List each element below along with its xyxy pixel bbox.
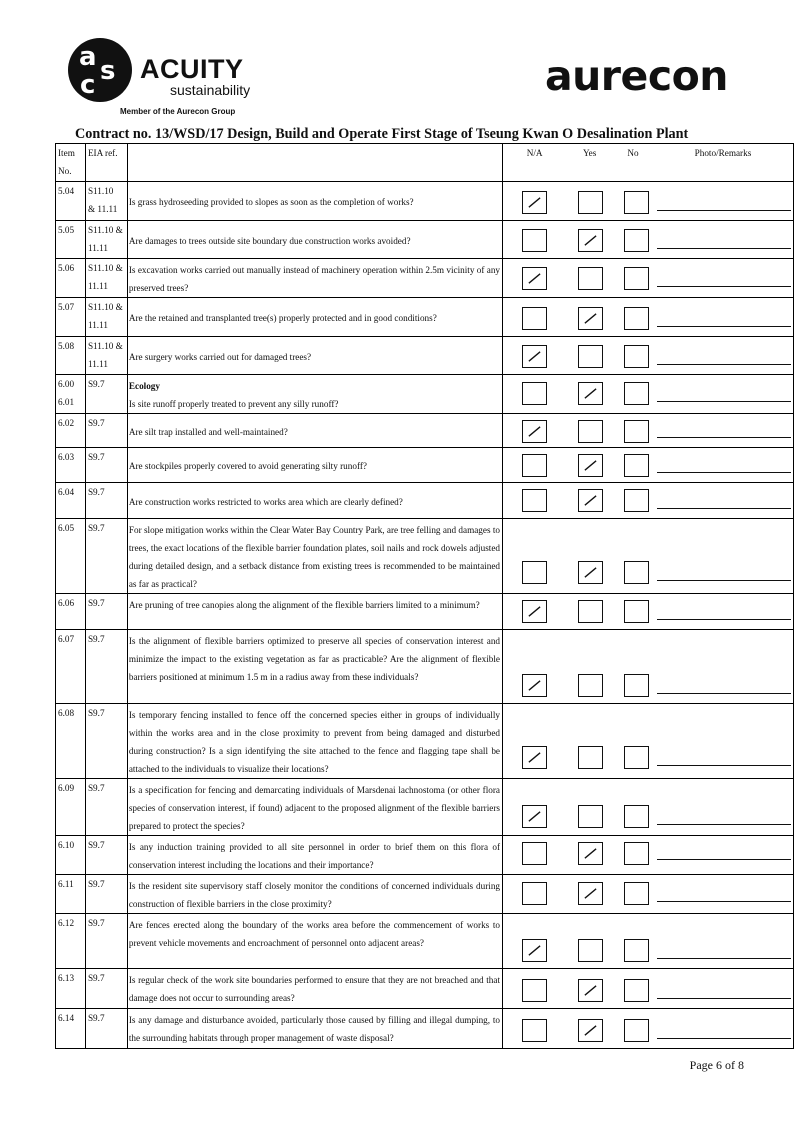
checkbox-na[interactable] [522, 939, 547, 962]
answer-yes-cell[interactable] [566, 414, 613, 448]
eia-ref: S9.7 [85, 875, 127, 914]
answer-na-cell[interactable] [503, 414, 567, 448]
checkbox-na[interactable] [522, 420, 547, 443]
answer-na-cell[interactable] [503, 483, 567, 519]
question-cell [127, 259, 502, 298]
answer-no-cell[interactable] [613, 337, 653, 375]
table-row [56, 969, 794, 1009]
checklist-table [55, 143, 794, 1049]
tick-mark-icon [582, 983, 599, 998]
item-number: 6.09 [56, 779, 86, 836]
remarks-line[interactable] [657, 580, 791, 581]
table-row [56, 483, 794, 519]
tick-mark-icon [582, 233, 599, 248]
answer-no-cell[interactable] [613, 836, 653, 875]
answer-na-cell[interactable] [503, 836, 567, 875]
item-number: 6.11 [56, 875, 86, 914]
answer-na-cell[interactable] [503, 221, 567, 259]
checkbox-no[interactable] [624, 267, 649, 290]
checkbox-na[interactable] [522, 882, 547, 905]
remarks-line[interactable] [657, 401, 791, 402]
aurecon-logo: aurecon [544, 52, 728, 100]
answer-na-cell[interactable] [503, 630, 567, 704]
item-number: 6.14 [56, 1009, 86, 1049]
tick-mark-icon [526, 809, 543, 824]
tick-mark-icon [526, 678, 543, 693]
item-number: 6.07 [56, 630, 86, 704]
question-cell [127, 704, 502, 779]
item-number: 6.12 [56, 914, 86, 969]
item-number: 6.10 [56, 836, 86, 875]
answer-na-cell[interactable] [503, 594, 567, 630]
question-text: Is regular check of the work site boundaries performed to ensure that they are not breached and that damage does not occur to surrounding areas? [128, 975, 501, 1003]
answer-no-cell[interactable] [613, 221, 653, 259]
tick-mark-icon [526, 750, 543, 765]
table-row [56, 779, 794, 836]
question-text: Is a specification for fencing and demarcating individuals of Marsdenai lachnostoma (or other flora species of conservation interest, if found) adjacent to the proposed alignment of the flexible barriers prepared to protect the species? [128, 785, 501, 831]
question-cell [127, 221, 502, 259]
remarks-cell[interactable] [653, 337, 794, 375]
remarks-cell[interactable] [653, 182, 794, 221]
remarks-cell[interactable] [653, 914, 794, 969]
checkbox-yes[interactable] [578, 420, 603, 443]
question-cell [127, 1009, 502, 1049]
answer-na-cell[interactable] [503, 337, 567, 375]
answer-yes-cell[interactable] [566, 969, 613, 1009]
question-cell [127, 779, 502, 836]
question-text: Is grass hydroseeding provided to slopes as soon as the completion of works? [128, 197, 414, 207]
remarks-cell[interactable] [653, 375, 794, 414]
remarks-line[interactable] [657, 1038, 791, 1039]
tick-mark-icon [582, 458, 599, 473]
checkbox-na[interactable] [522, 1019, 547, 1042]
answer-yes-cell[interactable] [566, 375, 613, 414]
answer-na-cell[interactable] [503, 779, 567, 836]
item-number: 6.04 [56, 483, 86, 519]
checkbox-no[interactable] [624, 420, 649, 443]
checkbox-yes[interactable] [578, 746, 603, 769]
question-cell [127, 630, 502, 704]
remarks-line[interactable] [657, 326, 791, 327]
table-row [56, 298, 794, 337]
remarks-line[interactable] [657, 824, 791, 825]
item-number: 6.00 6.01 [56, 375, 86, 414]
answer-no-cell[interactable] [613, 594, 653, 630]
eia-ref: S9.7 [85, 704, 127, 779]
table-row [56, 259, 794, 298]
question-cell [127, 337, 502, 375]
tick-mark-icon [526, 424, 543, 439]
checkbox-yes[interactable] [578, 979, 603, 1002]
checkbox-no[interactable] [624, 345, 649, 368]
checkbox-no[interactable] [624, 882, 649, 905]
tick-mark-icon [526, 349, 543, 364]
remarks-cell[interactable] [653, 969, 794, 1009]
checkbox-no[interactable] [624, 805, 649, 828]
question-text: Are fences erected along the boundary of the works area before the commencement of works to prevent vehicle movements and encroachment of personnel onto adjacent areas? [128, 920, 501, 948]
question-text: Is excavation works carried out manually instead of machinery operation within 2.5m vicinity of any preserved trees? [128, 265, 501, 293]
checkbox-yes[interactable] [578, 600, 603, 623]
remarks-line[interactable] [657, 765, 791, 766]
item-number: 6.02 [56, 414, 86, 448]
answer-na-cell[interactable] [503, 704, 567, 779]
section-title: Ecology [128, 381, 160, 391]
remarks-line[interactable] [657, 248, 791, 249]
question-cell [127, 914, 502, 969]
question-text: Is temporary fencing installed to fence off the concerned species either in groups of individually within the works area and in the close proximity to prevent from being damaged and disturbed during construction? Is a sign identifying the site attached to the fence and flagging tape shall be attached to the individuals to visualize their locations? [128, 710, 501, 774]
answer-na-cell[interactable] [503, 375, 567, 414]
eia-ref: S9.7 [85, 483, 127, 519]
item-number: 6.13 [56, 969, 86, 1009]
answer-yes-cell[interactable] [566, 182, 613, 221]
table-row [56, 375, 794, 414]
remarks-cell[interactable] [653, 298, 794, 337]
question-cell [127, 298, 502, 337]
remarks-cell[interactable] [653, 875, 794, 914]
answer-no-cell[interactable] [613, 259, 653, 298]
answer-na-cell[interactable] [503, 182, 567, 221]
remarks-line[interactable] [657, 859, 791, 860]
answer-no-cell[interactable] [613, 375, 653, 414]
checkbox-na[interactable] [522, 842, 547, 865]
checkbox-yes[interactable] [578, 561, 603, 584]
checkbox-yes[interactable] [578, 267, 603, 290]
answer-no-cell[interactable] [613, 969, 653, 1009]
answer-no-cell[interactable] [613, 414, 653, 448]
answer-yes-cell[interactable] [566, 221, 613, 259]
answer-na-cell[interactable] [503, 875, 567, 914]
checkbox-na[interactable] [522, 307, 547, 330]
checkbox-no[interactable] [624, 746, 649, 769]
tick-mark-icon [582, 386, 599, 401]
answer-yes-cell[interactable] [566, 779, 613, 836]
col-ref-header: EIA ref. [85, 144, 127, 182]
item-number: 6.06 [56, 594, 86, 630]
answer-no-cell[interactable] [613, 182, 653, 221]
checkbox-yes[interactable] [578, 939, 603, 962]
checkbox-no[interactable] [624, 1019, 649, 1042]
eia-ref: S11.10 & 11.11 [85, 298, 127, 337]
item-number: 5.05 [56, 221, 86, 259]
eia-ref: S9.7 [85, 414, 127, 448]
remarks-line[interactable] [657, 437, 791, 438]
checkbox-no[interactable] [624, 842, 649, 865]
remarks-line[interactable] [657, 364, 791, 365]
table-row [56, 519, 794, 594]
item-number: 6.08 [56, 704, 86, 779]
remarks-line[interactable] [657, 998, 791, 999]
remarks-cell[interactable] [653, 519, 794, 594]
question-cell [127, 448, 502, 483]
answer-no-cell[interactable] [613, 483, 653, 519]
col-na-header: N/A [503, 144, 567, 182]
question-cell [127, 875, 502, 914]
question-text: Are pruning of tree canopies along the alignment of the flexible barriers limited to a minimum? [128, 600, 480, 610]
checkbox-no[interactable] [624, 600, 649, 623]
eia-ref: S9.7 [85, 914, 127, 969]
answer-no-cell[interactable] [613, 1009, 653, 1049]
checkbox-no[interactable] [624, 979, 649, 1002]
remarks-cell[interactable] [653, 1009, 794, 1049]
checkbox-yes[interactable] [578, 1019, 603, 1042]
tick-mark-icon [582, 1023, 599, 1038]
answer-yes-cell[interactable] [566, 914, 613, 969]
eia-ref: S9.7 [85, 594, 127, 630]
remarks-line[interactable] [657, 958, 791, 959]
answer-yes-cell[interactable] [566, 704, 613, 779]
tick-mark-icon [582, 846, 599, 861]
answer-na-cell[interactable] [503, 969, 567, 1009]
question-text: For slope mitigation works within the Clear Water Bay Country Park, are tree felling and damages to trees, the exact locations of the flexible barrier foundation plates, soil nails and rock dowels adjusted during detailed design, and a setback distance from existing trees is recommended to be maintained as far as practical? [128, 525, 501, 589]
checkbox-yes[interactable] [578, 882, 603, 905]
checkbox-yes[interactable] [578, 229, 603, 252]
remarks-cell[interactable] [653, 448, 794, 483]
question-cell [127, 182, 502, 221]
eia-ref: S9.7 [85, 375, 127, 414]
answer-yes-cell[interactable] [566, 259, 613, 298]
tick-mark-icon [526, 943, 543, 958]
checkbox-no[interactable] [624, 454, 649, 477]
item-number: 6.03 [56, 448, 86, 483]
acuity-brand-sub: sustainability [170, 82, 251, 98]
answer-yes-cell[interactable] [566, 875, 613, 914]
checkbox-no[interactable] [624, 307, 649, 330]
checkbox-yes[interactable] [578, 307, 603, 330]
question-cell [127, 836, 502, 875]
remarks-line[interactable] [657, 508, 791, 509]
question-text: Are damages to trees outside site boundary due construction works avoided? [128, 235, 411, 246]
remarks-cell[interactable] [653, 221, 794, 259]
checkbox-na[interactable] [522, 805, 547, 828]
col-no-header: No [613, 144, 653, 182]
checkbox-na[interactable] [522, 191, 547, 214]
eia-ref: S9.7 [85, 779, 127, 836]
table-row [56, 594, 794, 630]
remarks-line[interactable] [657, 286, 791, 287]
eia-ref: S9.7 [85, 519, 127, 594]
answer-no-cell[interactable] [613, 298, 653, 337]
col-question-header [127, 144, 502, 182]
answer-no-cell[interactable] [613, 875, 653, 914]
checkbox-yes[interactable] [578, 805, 603, 828]
table-header-row [56, 144, 794, 182]
question-cell [127, 414, 502, 448]
question-text: Are silt trap installed and well-maintained? [128, 426, 288, 437]
remarks-line[interactable] [657, 693, 791, 694]
remarks-cell[interactable] [653, 630, 794, 704]
table-row [56, 448, 794, 483]
remarks-cell[interactable] [653, 779, 794, 836]
question-text: Are surgery works carried out for damaged trees? [128, 351, 312, 362]
answer-yes-cell[interactable] [566, 298, 613, 337]
question-text: Are stockpiles properly covered to avoid generating silty runoff? [128, 461, 367, 471]
remarks-line[interactable] [657, 619, 791, 620]
checkbox-yes[interactable] [578, 674, 603, 697]
question-cell [127, 594, 502, 630]
answer-no-cell[interactable] [613, 519, 653, 594]
checkbox-no[interactable] [624, 191, 649, 214]
eia-ref: S9.7 [85, 630, 127, 704]
answer-no-cell[interactable] [613, 704, 653, 779]
checkbox-no[interactable] [624, 939, 649, 962]
table-row [56, 337, 794, 375]
acuity-member-text: Member of the Aurecon Group [120, 107, 236, 116]
tick-mark-icon [526, 271, 543, 286]
question-cell [127, 375, 502, 414]
eia-ref: S11.10 & 11.11 [85, 259, 127, 298]
checkbox-na[interactable] [522, 454, 547, 477]
table-row [56, 182, 794, 221]
table-row [56, 221, 794, 259]
checkbox-yes[interactable] [578, 382, 603, 405]
answer-yes-cell[interactable] [566, 483, 613, 519]
answer-yes-cell[interactable] [566, 448, 613, 483]
acuity-brand-name: ACUITY [140, 54, 244, 84]
question-text: Is site runoff properly treated to prevent any silly runoff? [128, 399, 339, 409]
answer-no-cell[interactable] [613, 630, 653, 704]
question-cell [127, 483, 502, 519]
question-text: Is the alignment of flexible barriers optimized to preserve all species of conservation interest and minimize the impact to the existing vegetation as far as practicable? Are the alignment of flexible barriers positioned at minimum 1.5 m in a radius away from these individuals? [128, 636, 501, 682]
answer-no-cell[interactable] [613, 779, 653, 836]
table-row [56, 414, 794, 448]
table-row [56, 1009, 794, 1049]
answer-na-cell[interactable] [503, 298, 567, 337]
remarks-cell[interactable] [653, 483, 794, 519]
question-cell [127, 969, 502, 1009]
page-number: Page 6 of 8 [689, 1058, 744, 1072]
acuity-logo-mark: a s c [68, 38, 132, 102]
answer-na-cell[interactable] [503, 519, 567, 594]
col-yes-header: Yes [566, 144, 613, 182]
remarks-cell[interactable] [653, 594, 794, 630]
checkbox-yes[interactable] [578, 191, 603, 214]
checkbox-no[interactable] [624, 489, 649, 512]
checkbox-na[interactable] [522, 345, 547, 368]
tick-mark-icon [526, 195, 543, 210]
item-number: 5.06 [56, 259, 86, 298]
contract-title: Contract no. 13/WSD/17 Design, Build and Operate First Stage of Tseung Kwan O Desalination Plant [75, 126, 689, 142]
question-text: Is any induction training provided to all site personnel in order to brief them on this flora of conservation interest including the locations and their importance? [128, 842, 501, 870]
item-number: 6.05 [56, 519, 86, 594]
tick-mark-icon [582, 493, 599, 508]
answer-na-cell[interactable] [503, 1009, 567, 1049]
answer-yes-cell[interactable] [566, 630, 613, 704]
checkbox-yes[interactable] [578, 489, 603, 512]
checkbox-yes[interactable] [578, 345, 603, 368]
remarks-line[interactable] [657, 901, 791, 902]
answer-yes-cell[interactable] [566, 519, 613, 594]
col-remarks-header: Photo/Remarks [653, 144, 794, 182]
answer-na-cell[interactable] [503, 259, 567, 298]
answer-na-cell[interactable] [503, 914, 567, 969]
checkbox-yes[interactable] [578, 842, 603, 865]
eia-ref: S11.10 & 11.11 [85, 337, 127, 375]
checkbox-no[interactable] [624, 674, 649, 697]
eia-ref: S9.7 [85, 836, 127, 875]
checkbox-no[interactable] [624, 561, 649, 584]
eia-ref: S9.7 [85, 1009, 127, 1049]
remarks-cell[interactable] [653, 414, 794, 448]
col-item-header: Item No. [56, 144, 86, 182]
answer-yes-cell[interactable] [566, 594, 613, 630]
answer-yes-cell[interactable] [566, 1009, 613, 1049]
item-number: 5.04 [56, 182, 86, 221]
tick-mark-icon [582, 311, 599, 326]
checkbox-na[interactable] [522, 382, 547, 405]
checkbox-na[interactable] [522, 229, 547, 252]
item-number: 5.08 [56, 337, 86, 375]
checkbox-na[interactable] [522, 489, 547, 512]
table-row [56, 836, 794, 875]
answer-no-cell[interactable] [613, 914, 653, 969]
question-text: Are construction works restricted to works area which are clearly defined? [128, 496, 403, 507]
answer-no-cell[interactable] [613, 448, 653, 483]
question-text: Is any damage and disturbance avoided, particularly those caused by filling and illegal dumping, to the surrounding habitats through proper management of waste disposal? [128, 1015, 501, 1043]
eia-ref: S11.10 & 11.11 [85, 221, 127, 259]
item-number: 5.07 [56, 298, 86, 337]
checkbox-na[interactable] [522, 674, 547, 697]
checkbox-na[interactable] [522, 267, 547, 290]
remarks-cell[interactable] [653, 704, 794, 779]
tick-mark-icon [582, 886, 599, 901]
checkbox-no[interactable] [624, 382, 649, 405]
checkbox-no[interactable] [624, 229, 649, 252]
tick-mark-icon [526, 604, 543, 619]
eia-ref: S9.7 [85, 448, 127, 483]
remarks-cell[interactable] [653, 259, 794, 298]
eia-ref: S9.7 [85, 969, 127, 1009]
table-row [56, 630, 794, 704]
answer-yes-cell[interactable] [566, 337, 613, 375]
table-row [56, 704, 794, 779]
table-row [56, 914, 794, 969]
answer-yes-cell[interactable] [566, 836, 613, 875]
checkbox-na[interactable] [522, 600, 547, 623]
remarks-line[interactable] [657, 210, 791, 211]
question-text: Is the resident site supervisory staff closely monitor the conditions of concerned individuals during construction of flexible barriers in the close proximity? [128, 881, 501, 909]
table-row [56, 875, 794, 914]
eia-ref: S11.10 & 11.11 [85, 182, 127, 221]
tick-mark-icon [582, 565, 599, 580]
question-cell [127, 519, 502, 594]
remarks-cell[interactable] [653, 836, 794, 875]
remarks-line[interactable] [657, 472, 791, 473]
checkbox-na[interactable] [522, 746, 547, 769]
answer-na-cell[interactable] [503, 448, 567, 483]
checkbox-yes[interactable] [578, 454, 603, 477]
acuity-logo [68, 38, 258, 120]
checkbox-na[interactable] [522, 979, 547, 1002]
checkbox-na[interactable] [522, 561, 547, 584]
question-text: Are the retained and transplanted tree(s) properly protected and in good conditions? [128, 313, 437, 323]
